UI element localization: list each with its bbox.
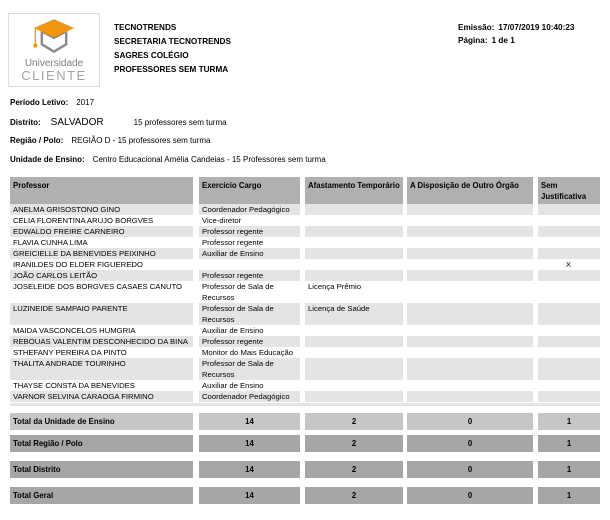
cell-afastamento-temporario [305,248,407,259]
cell-disposicao-outro-orgao [407,303,538,325]
cell-afastamento-temporario [305,237,407,248]
cell-exercicio-cargo: Vice-diretor [199,215,305,226]
org-line-secretary: SECRETARIA TECNOTRENDS [114,37,231,46]
professors-table [10,177,600,402]
table-body [10,204,600,402]
report-page [0,13,610,504]
cell-professor: CELIA FLORENTINA ARUJO BORGVES [10,215,199,226]
cell-afastamento-temporario [305,204,407,215]
column-header-sem-justificativa: Sem Justificativa [538,177,600,204]
cell-disposicao-outro-orgao [407,204,538,215]
cell-disposicao-outro-orgao [407,336,538,347]
cell-professor: LUZINEIDE SAMPAIO PARENTE [10,303,199,325]
cell-afastamento-temporario [305,358,407,380]
cell-professor: IRANILDES DO ELDER FIGUEREDO [10,259,199,270]
emission-label: Emissão: [458,23,495,32]
cell-sem-justificativa [538,347,600,358]
cell-sem-justificativa [538,303,600,325]
table-row [10,237,600,248]
filter-distrito [10,117,610,136]
page-label: Página: [458,36,488,45]
total-sem-justificativa-value: 1 [538,435,600,452]
cell-exercicio-cargo: Professor de Sala de Recursos [199,281,305,303]
cell-professor: REBOUAS VALENTIM DESCONHECIDO DA BINA [10,336,199,347]
cell-exercicio-cargo: Auxiliar de Ensino [199,380,305,391]
table-row [10,391,600,402]
filter-regiao-polo [10,136,610,155]
cell-professor: MAIDA VASCONCELOS HUMGRIA [10,325,199,336]
cell-disposicao-outro-orgao [407,215,538,226]
cell-sem-justificativa [538,215,600,226]
org-line-company: TECNOTRENDS [114,23,177,32]
cell-sem-justificativa [538,248,600,259]
total-exercicio-cargo-value: 14 [199,461,305,478]
report-meta [458,21,574,47]
emission-row [458,21,574,34]
cell-afastamento-temporario [305,391,407,402]
total-label: Total Geral [10,487,199,504]
total-row [10,413,600,430]
cell-sem-justificativa [538,391,600,402]
total-afastamento-value: 2 [305,413,407,430]
totals-section [0,413,610,504]
total-row [10,461,600,478]
cell-afastamento-temporario [305,347,407,358]
total-row [10,487,600,504]
total-label: Total Distrito [10,461,199,478]
cell-disposicao-outro-orgao [407,325,538,336]
total-exercicio-cargo-value: 14 [199,487,305,504]
table-row [10,248,600,259]
total-afastamento-value: 2 [305,435,407,452]
table-row [10,347,600,358]
column-header-exercicio-cargo: Exercício Cargo [199,177,305,204]
cell-exercicio-cargo: Professor de Sala de Recursos [199,358,305,380]
total-disposicao-value: 0 [407,435,538,452]
cell-professor: GREICIELLE DA BENEVIDES PEIXINHO [10,248,199,259]
distrito-count: 15 professores sem turma [133,118,227,127]
cell-sem-justificativa [538,204,600,215]
cell-exercicio-cargo: Professor regente [199,270,305,281]
total-exercicio-cargo-value: 14 [199,435,305,452]
table-row [10,281,600,303]
table-row [10,226,600,237]
column-header-afastamento-temporario: Afastamento Temporário [305,177,407,204]
total-sem-justificativa-value: 1 [538,413,600,430]
cell-sem-justificativa: X [565,260,572,269]
distrito-label: Distrito: [10,118,41,127]
cell-sem-justificativa [538,281,600,303]
cell-exercicio-cargo [199,259,305,270]
distrito-value: SALVADOR [50,117,104,128]
cell-disposicao-outro-orgao [407,226,538,237]
table-row [10,259,600,270]
cell-afastamento-temporario: Licença de Saúde [305,303,407,325]
total-afastamento-value: 2 [305,487,407,504]
report-title: PROFESSORES SEM TURMA [114,65,229,74]
cell-exercicio-cargo: Professor de Sala de Recursos [199,303,305,325]
filters-section [10,98,610,174]
cell-sem-justificativa [538,325,600,336]
periodo-letivo-label: Período Letivo: [10,98,69,107]
page-value: 1 de 1 [491,36,515,45]
cell-professor: EDWALDO FREIRE CARNEIRO [10,226,199,237]
total-exercicio-cargo-value: 14 [199,413,305,430]
cell-exercicio-cargo: Coordenador Pedagógico [199,391,305,402]
total-disposicao-value: 0 [407,413,538,430]
cell-sem-justificativa [538,336,600,347]
table-row [10,204,600,215]
cell-afastamento-temporario [305,325,407,336]
emission-value: 17/07/2019 10:40:23 [498,23,575,32]
cell-exercicio-cargo: Coordenador Pedagógico [199,204,305,215]
regiao-polo-value: REGIÃO D - 15 professores sem turma [71,136,211,145]
unidade-ensino-label: Unidade de Ensino: [10,155,85,164]
cell-disposicao-outro-orgao [407,248,538,259]
cell-afastamento-temporario [305,259,407,270]
cell-afastamento-temporario [305,270,407,281]
org-line-school: SAGRES COLÉGIO [114,51,189,60]
cell-sem-justificativa [538,358,600,380]
regiao-polo-label: Região / Polo: [10,136,64,145]
cell-professor: VARNOR SELVINA CARAOGA FIRMINO [10,391,199,402]
cell-disposicao-outro-orgao [407,380,538,391]
cell-professor: THAYSE CONSTA DA BENEVIDES [10,380,199,391]
cell-sem-justificativa [538,226,600,237]
cell-exercicio-cargo: Professor regente [199,336,305,347]
cell-afastamento-temporario [305,380,407,391]
periodo-letivo-value: 2017 [76,98,95,107]
graduation-cap-icon [28,17,80,57]
total-afastamento-value: 2 [305,461,407,478]
cell-disposicao-outro-orgao [407,391,538,402]
column-header-disposicao-outro-orgao: A Disposição de Outro Órgão [407,177,538,204]
unidade-ensino-value: Centro Educacional Amélia Candeias - 15 Professores sem turma [92,155,326,164]
total-row [10,435,600,452]
column-header-professor: Professor [10,177,199,204]
table-header-row [10,177,600,204]
total-label: Total Região / Polo [10,435,199,452]
total-disposicao-value: 0 [407,461,538,478]
total-label: Total da Unidade de Ensino [10,413,199,430]
cell-disposicao-outro-orgao [407,259,538,270]
cell-afastamento-temporario [305,226,407,237]
total-disposicao-value: 0 [407,487,538,504]
table-row [10,270,600,281]
cell-exercicio-cargo: Auxiliar de Ensino [199,325,305,336]
cell-professor: STHEFANY PEREIRA DA PINTO [10,347,199,358]
cell-afastamento-temporario [305,336,407,347]
cell-professor: FLAVIA CUNHA LIMA [10,237,199,248]
total-sem-justificativa-value: 1 [538,461,600,478]
cell-sem-justificativa [538,380,600,391]
cell-afastamento-temporario: Licença Prêmio [305,281,407,303]
cell-professor: ANELMA GRISOSTONO GINO [10,204,199,215]
cell-disposicao-outro-orgao [407,347,538,358]
cell-disposicao-outro-orgao [407,237,538,248]
logo-university-label: Universidade [24,58,84,69]
table-row [10,303,600,325]
cell-sem-justificativa [538,270,600,281]
logo-client-label: CLIENTE [21,68,87,83]
filter-unidade-ensino [10,155,610,174]
table-row [10,215,600,226]
cell-sem-justificativa [538,237,600,248]
table-row [10,336,600,347]
cell-exercicio-cargo: Professor regente [199,226,305,237]
cell-professor: THALITA ANDRADE TOURINHO [10,358,199,380]
university-logo [8,13,100,87]
filter-periodo-letivo [10,98,610,117]
table-row [10,358,600,380]
org-title-block [114,13,231,89]
report-header [8,13,610,89]
cell-exercicio-cargo: Monitor do Mais Educação [199,347,305,358]
table-row [10,325,600,336]
cell-disposicao-outro-orgao [407,270,538,281]
cell-disposicao-outro-orgao [407,358,538,380]
cell-professor: JOSELEIDE DOS BORGVES CASAES CANUTO [10,281,199,303]
page-row [458,34,574,47]
cell-disposicao-outro-orgao [407,281,538,303]
cell-professor: JOÃO CARLOS LEITÃO [10,270,199,281]
cell-afastamento-temporario [305,215,407,226]
cell-exercicio-cargo: Professor regente [199,237,305,248]
total-sem-justificativa-value: 1 [538,487,600,504]
table-row [10,380,600,391]
cell-exercicio-cargo: Auxiliar de Ensino [199,248,305,259]
table-end-stripe [10,403,600,406]
